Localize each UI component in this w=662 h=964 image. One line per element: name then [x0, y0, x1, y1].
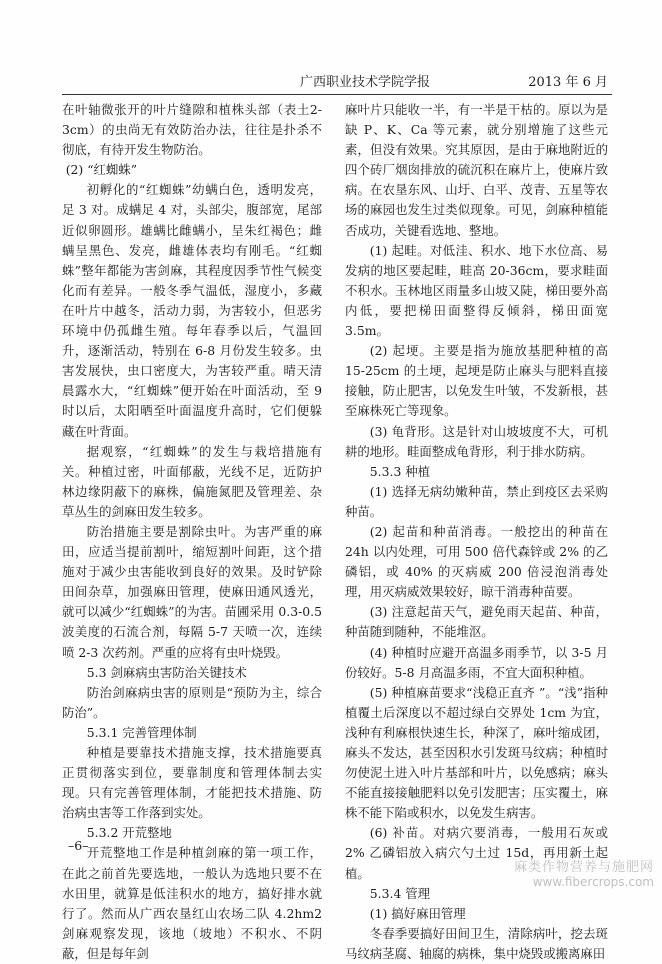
paragraph: 种植是要靠技术措施支撑，技术措施要真正贯彻落实到位，要靠制度和管理体制去实现。只有完善管理体制，才能把技术措施、防治病虫害等工作落到实处。	[62, 745, 322, 821]
section-heading: 5.3.3 种植	[369, 463, 431, 479]
paragraph: 5.3 剑麻病虫害防治关键技术	[86, 664, 247, 680]
paragraph: 在叶轴微张开的叶片缝隙和植株头部（表土2-3cm）的虫尚无有效防治办法，往往是扑杀不彻底，有待开发生物防治。	[62, 102, 322, 158]
paragraph: 据观察，“红蜘蛛”的发生与栽培措施有关。种植过密，叶面郁蔽，光线不足，近防护林边缘阴蔽下的麻株，偏施氮肥及管理差、杂草丛生的剑麻田发生较多。	[62, 443, 322, 519]
section-heading: 5.3.4 管理	[369, 885, 431, 901]
watermark-site-name: 麻类作物营养与施肥网	[513, 860, 654, 875]
paragraph: (3) 注意起苗天气，避免雨天起苗、种苗，种苗随到随种，不能堆沤。	[345, 604, 608, 640]
left-column	[62, 100, 322, 964]
paragraph: (5) 种植麻苗要求“浅稳正直齐 ”。“浅”指种植覆土后深度以不超过绿白交界处 1cm 为宜，浅种有利麻根快速生长，种深了，麻叶缩成团，麻头不发达，甚至因积水引发斑马纹病；种植时勿使泥土进入叶片基部和叶片，以免感病；麻头不能直接接触肥料以免引发肥害；压实覆土，麻株不能下陷或积水，以免发生病害。	[345, 684, 608, 821]
paragraph: (4) 种植时应避开高温多雨季节，以 3-5 月份较好。5-8 月高温多雨，不宜大面积种植。	[345, 644, 608, 680]
page-number: –6–	[68, 838, 89, 853]
paragraph: 开荒整地工作是种植剑麻的第一项工作，在此之前首先要选地，一般认为选地只要不在水田里，就算是低洼积水的地方，搞好排水就行了。然而从广西农垦红山农场二队 4.2hm2 剑麻观察发现，该地（坡地）不积水、不阴蔽，但是每年剑	[62, 845, 322, 961]
paragraph: 防治措施主要是割除虫叶。为害严重的麻田，应适当提前割叶，缩短割叶间距，这个措施对于减少虫害能收到良好的效果。及时铲除田间杂草，加强麻田管理，使麻田通风透光，就可以减少“红蜘蛛”的为害。苗圃采用 0.3-0.5 波美度的石流合剂，每隔 5-7 天喷一次，连续喷 2-3 次药剂。严重的应将有虫叶烧毁。	[62, 523, 322, 660]
section-heading: (2) “红蜘蛛”	[65, 162, 138, 178]
paragraph: (6) 补苗。对病穴要消毒，一般用石灰或 2% 乙磷铝放入病穴勺土过 15d，再用新土起植。	[345, 825, 608, 881]
journal-name: 广西职业技术学院学报	[300, 75, 431, 90]
running-header	[62, 72, 612, 95]
issue-date: 2013 年 6 月	[528, 75, 608, 90]
paragraph: 防治剑麻病虫害的原则是“预防为主，综合防治”。	[62, 684, 322, 720]
paragraph: (3) 龟背形。这是针对山坡坡度不大，可机耕的地形。畦面整成龟背形，利于排水防病。	[345, 423, 608, 459]
watermark-url: www.fibercrops.com	[532, 875, 654, 889]
section-heading: 5.3.1 完善管理体制	[86, 724, 197, 740]
paragraph: (1) 起畦。对低洼、积水、地下水位高、易发病的地区要起畦，畦高 20-36cm，要求畦面不积水。玉林地区雨量多山坡又陡，梯田要外高内低，要把梯田面整得反倾斜，梯田面宽 3.5m。	[345, 242, 608, 339]
section-heading: 5.3.2 开荒整地	[86, 825, 172, 841]
paragraph: (1) 选择无病幼嫩种苗，禁止到疫区去采购种苗。	[345, 483, 608, 519]
paragraph: (1) 搞好麻田管理	[369, 905, 466, 921]
paragraph: (2) 起埂。主要是指为施放基肥种植的高 15-25cm 的土埂，起埂是防止麻头与肥料直接接触，防止肥害，以免发生叶皱，不发新根，甚至麻株死亡等现象。	[345, 343, 608, 419]
right-column	[345, 100, 608, 964]
paragraph: (2) 起苗和种苗消毒。一般挖出的种苗在 24h 以内处理，可用 500 倍代森锌或 2% 的乙磷铝，或 40% 的灭病威 200 倍浸泡消毒处理，用灭病威效果较好，晾干消毒种苗要。	[345, 523, 608, 600]
watermark	[514, 856, 654, 889]
paragraph: 初孵化的“红蜘蛛”幼螨白色，透明发亮，足 3 对。成螨足 4 对，头部尖，腹部宽，尾部近似卵圆形。雄螨比雌螨小，呈朱红褐色；雌螨呈黑色、发亮，雌雄体表均有刚毛。“红蜘蛛”整年都能为害剑麻，其程度因季节性气候变化而有差异。一般冬季气温低，湿度小，多藏在叶片中越冬，活动力弱，为害较小，但恶劣环境中仍孤雌生殖。每年春季以后，气温回升，逐渐活动，特别在 6-8 月份发生较多。虫害发展快，虫口密度大，为害较严重。晴天清晨露水大，“红蜘蛛”便开始在叶面活动，至 9 时以后，太阳晒至叶面温度升高时，它们便躲藏在叶背面。	[62, 182, 322, 439]
paragraph: 麻叶片只能收一半，有一半是干枯的。原以为是缺 P、K、Ca 等元素，就分别增施了这些元素，但没有效果。究其原因，是由于麻地附近的四个砖厂烟囱排放的硫沉积在麻片上，使麻片致病。在农垦东风、山圩、白平、茂青、五星等农场的麻园也发生过类似现象。可见，剑麻种植能否成功，关键看选地、整地。	[345, 102, 608, 238]
paragraph: 冬春季要搞好田间卫生，清除病叶，挖去斑马纹病茎腐、轴腐的病株，集中烧毁或搬离麻田	[345, 925, 608, 961]
